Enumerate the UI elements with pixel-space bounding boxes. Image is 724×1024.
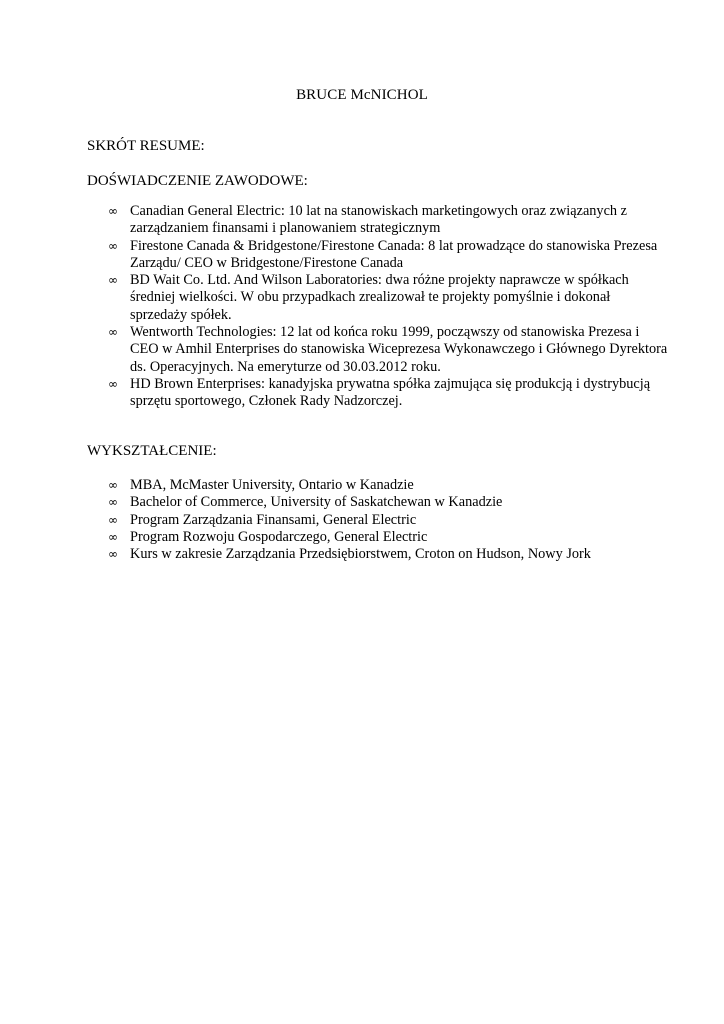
experience-item-text: Wentworth Technologies: 12 lat od końca roku 1999, począwszy od stanowiska Prezesa i CEO w Amhil Enterprises do stanowiska Wiceprezesa Wykonawczego i Głównego Dyrektora ds. Operacyjnych. Na emeryturze od 30.03.2012 roku. (130, 324, 668, 375)
education-list (108, 477, 668, 563)
infinity-bullet-icon: ∞ (108, 547, 118, 562)
experience-list (108, 203, 668, 411)
list-item (108, 238, 668, 273)
infinity-bullet-icon: ∞ (108, 325, 118, 340)
list-item (108, 529, 668, 546)
infinity-bullet-icon: ∞ (108, 273, 118, 288)
experience-heading: DOŚWIADCZENIE ZAWODOWE: (87, 173, 308, 189)
list-item (108, 546, 668, 563)
document-title: BRUCE McNICHOL (296, 87, 428, 103)
list-item (108, 203, 668, 238)
education-item-text: Kurs w zakresie Zarządzania Przedsiębiorstwem, Croton on Hudson, Nowy Jork (130, 546, 591, 563)
infinity-bullet-icon: ∞ (108, 238, 118, 253)
infinity-bullet-icon: ∞ (108, 376, 118, 391)
experience-item-text: Firestone Canada & Bridgestone/Firestone Canada: 8 lat prowadzące do stanowiska Prezesa Zarządu/ CEO w Bridgestone/Firestone Canada (130, 237, 658, 271)
summary-heading: SKRÓT RESUME: (87, 138, 205, 154)
list-item (108, 477, 668, 494)
infinity-bullet-icon: ∞ (108, 512, 118, 527)
infinity-bullet-icon: ∞ (108, 495, 118, 510)
list-item (108, 512, 668, 529)
list-item (108, 494, 668, 511)
experience-item-text: BD Wait Co. Ltd. And Wilson Laboratories: dwa różne projekty naprawcze w spółkach średniej wielkości. W obu przypadkach zrealizował te projekty pomyślnie i dokonał sprzedaży spółek. (130, 272, 629, 323)
education-item-text: Program Rozwoju Gospodarczego, General Electric (130, 528, 428, 545)
list-item (108, 324, 668, 376)
experience-item-text: HD Brown Enterprises: kanadyjska prywatna spółka zajmująca się produkcją i dystrybucją sprzętu sportowego, Członek Rady Nadzorczej. (130, 375, 651, 410)
infinity-bullet-icon: ∞ (108, 478, 118, 492)
infinity-bullet-icon: ∞ (108, 204, 118, 218)
education-item-text: MBA, McMaster University, Ontario w Kanadzie (130, 477, 414, 493)
experience-item-text: Canadian General Electric: 10 lat na stanowiskach marketingowych oraz związanych z zarządzaniem finansami i planowaniem strategicznym (130, 203, 627, 237)
infinity-bullet-icon: ∞ (108, 529, 118, 544)
education-item-text: Bachelor of Commerce, University of Saskatchewan w Kanadzie (130, 494, 503, 511)
list-item (108, 376, 668, 411)
list-item (108, 272, 668, 324)
education-heading: WYKSZTAŁCENIE: (87, 443, 217, 459)
education-item-text: Program Zarządzania Finansami, General Electric (130, 511, 417, 528)
